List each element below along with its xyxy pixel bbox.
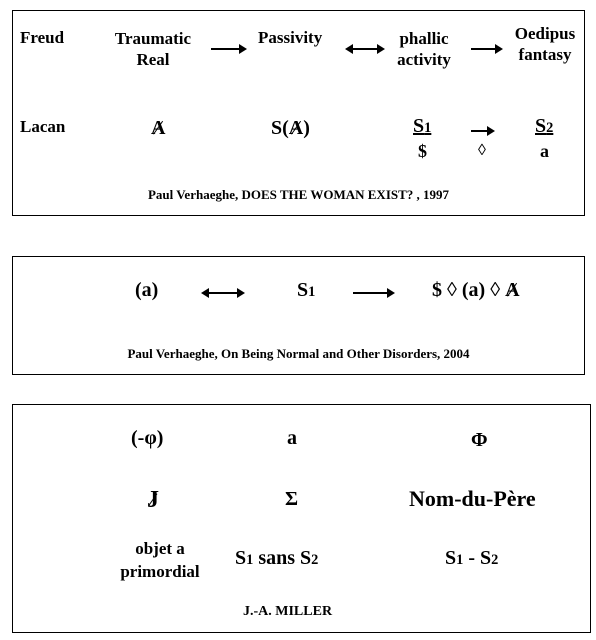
oedipus-fantasy (505, 23, 585, 65)
primordial-line: primordial (120, 562, 200, 581)
verhaeghe-2004-box (12, 256, 585, 375)
s1-index: 1 (456, 552, 464, 568)
object-a: (a) (135, 279, 159, 301)
citation-1997: Paul Verhaeghe, DOES THE WOMAN EXIST? , 1997 (147, 187, 450, 202)
barred-a: A (151, 117, 166, 139)
minus-sign: - (463, 547, 480, 569)
small-a: a (540, 141, 549, 161)
traumatic-line: Traumatic (114, 29, 192, 48)
s-of-barred-a (271, 117, 310, 140)
s1-minus-s2 (445, 547, 498, 570)
barred-j: J (147, 487, 159, 513)
s1-matheme (413, 115, 431, 138)
s1-letter: S (413, 115, 425, 137)
arrow-phallic-to-oedipus (471, 48, 501, 50)
nom-du-pere: Nom-du-Père (409, 486, 536, 511)
s1-letter: S (235, 547, 247, 569)
s1-master-signifier (297, 279, 315, 302)
big-phi: Φ (471, 429, 488, 451)
verhaeghe-1997-box (12, 10, 585, 216)
minus-phi: (-φ) (131, 427, 164, 449)
miller-box (12, 404, 591, 633)
fantasy-formula (432, 279, 520, 302)
s2-letter: S (480, 547, 492, 569)
s1-letter: S (297, 279, 309, 301)
barred-s: $ (418, 141, 427, 161)
double-arrow-a-s1 (203, 292, 243, 294)
lacan-label: Lacan (20, 117, 66, 136)
fantasy-barred-a: A (505, 279, 520, 301)
activity-line: activity (397, 50, 451, 69)
real-line: Real (136, 50, 170, 69)
objet-a-line: objet a (135, 539, 185, 558)
s2-letter: S (535, 115, 547, 137)
fantasy-line: fantasy (518, 45, 572, 64)
s-of-barred-letter: A (288, 117, 304, 139)
citation-miller: J.-A. MILLER (243, 604, 333, 619)
s1-index: 1 (246, 552, 254, 568)
sans-word: sans (253, 547, 301, 569)
passivity: Passivity (258, 28, 323, 47)
s2-matheme (535, 115, 553, 138)
phallic-line: phallic (399, 29, 449, 48)
fantasy-formula-text: $ ◊ (a) ◊ (432, 279, 506, 301)
citation-2004: Paul Verhaeghe, On Being Normal and Other Disorders, 2004 (127, 346, 470, 361)
freud-label: Freud (20, 28, 65, 47)
s2-index: 2 (311, 552, 319, 568)
sigma: Σ (285, 488, 299, 510)
objet-a-primordial (101, 537, 219, 583)
traumatic-real (105, 28, 201, 70)
lozenge: ◊ (478, 142, 486, 159)
s-of-suffix: ) (303, 117, 310, 139)
double-arrow-passivity-phallic (347, 48, 383, 50)
s-of-prefix: S( (271, 117, 289, 139)
s1-index: 1 (308, 284, 316, 300)
s2-index: 2 (491, 552, 499, 568)
s1-sans-s2 (235, 547, 318, 570)
phallic-activity (383, 28, 465, 70)
small-a: a (287, 427, 297, 449)
arrow-s1-to-fantasy (353, 292, 393, 294)
s2-index: 2 (546, 120, 554, 136)
s1-index: 1 (424, 120, 432, 136)
s2-letter: S (300, 547, 312, 569)
oedipus-line: Oedipus (514, 24, 576, 43)
arrow-s1-to-s2 (471, 130, 493, 132)
s1-letter: S (445, 547, 457, 569)
arrow-real-to-passivity (211, 48, 245, 50)
